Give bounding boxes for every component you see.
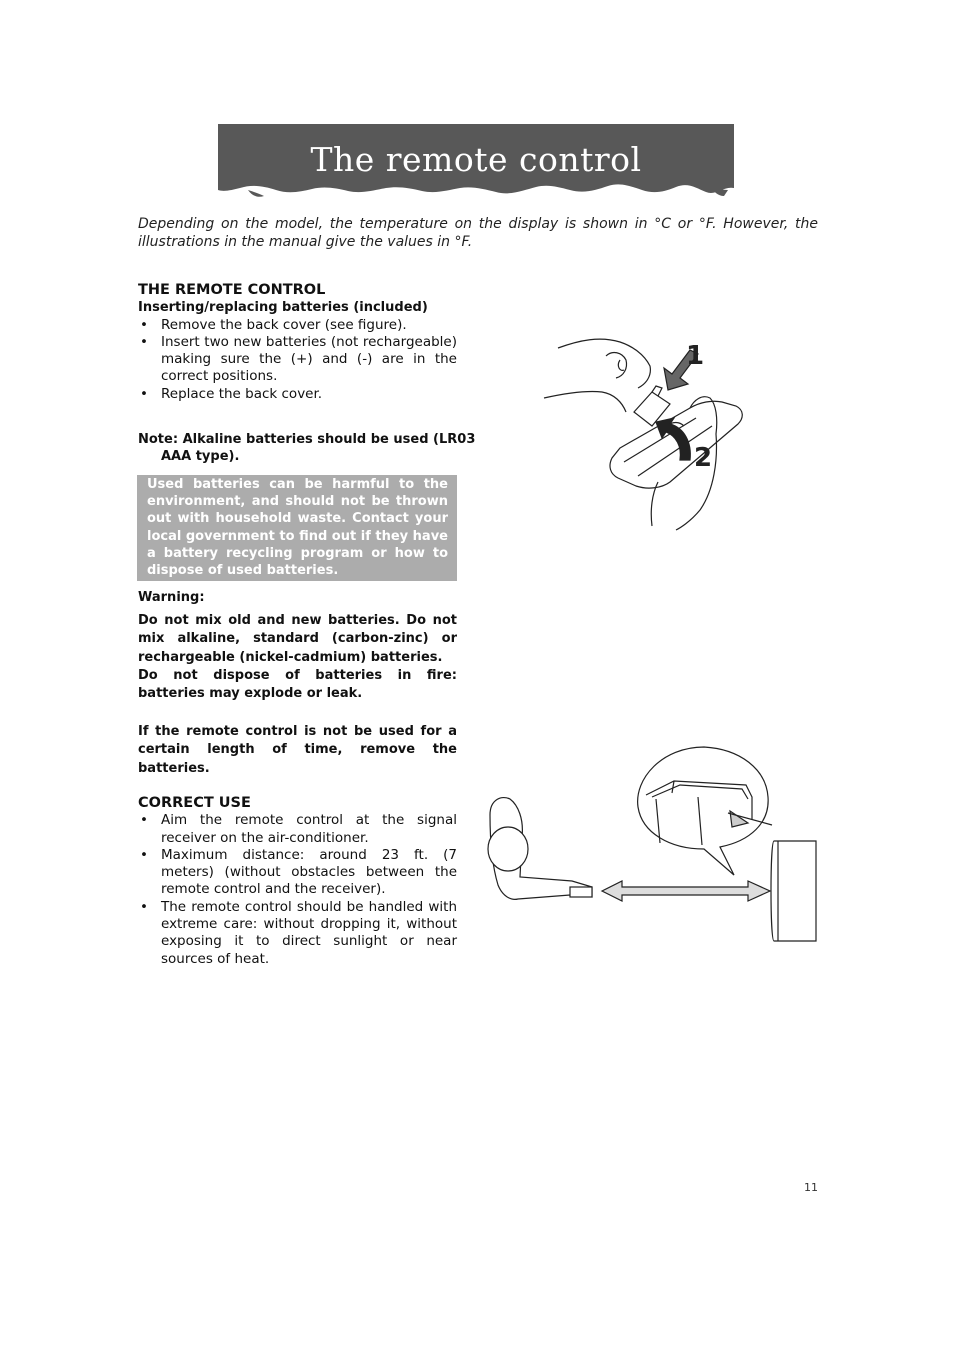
correct-use-figure [484,745,820,945]
list-item: • The remote control should be handled with extreme care: without dropping it, without exposing it to direct sunlight or near sources of heat. [138,899,457,968]
section-heading: THE REMOTE CONTROL [138,282,326,298]
warning-mix-batteries: Do not mix old and new batteries. Do not mix alkaline, standard (carbon-zinc) or rechargeable (nickel-cadmium) batteries. [138,613,457,665]
warning-label: Warning: [138,590,205,605]
page-title: The remote control [310,140,642,179]
list-item: • Insert two new batteries (not rechargeable) making sure the (+) and (-) are in the correct positions. [138,334,457,386]
page-number: 11 [804,1181,818,1194]
step-1-label: 1 [686,341,705,371]
battery-replacement-figure [540,330,780,535]
list-item: • Replace the back cover. [138,386,457,403]
title-banner [218,124,734,204]
battery-steps-list [138,317,457,403]
section-heading: CORRECT USE [138,795,251,811]
correct-use-list [138,812,457,968]
battery-note: Note: Alkaline batteries should be used (LR03 AAA type). [138,432,476,465]
step-2-label: 2 [694,443,713,473]
list-item: • Remove the back cover (see figure). [138,317,457,334]
hands-remote-illustration [540,330,780,535]
environment-notice: Used batteries can be harmful to the environment, and should not be thrown out with household waste. Contact your local government to find out if they have a battery recycling program or how to dispose of used batteries. [137,475,457,581]
warning-remove-batteries: If the remote control is not be used for a certain length of time, remove the batteries. [138,724,457,776]
section-subheading: Inserting/replacing batteries (included) [138,300,428,316]
list-item: • Aim the remote control at the signal receiver on the air-conditioner. [138,812,457,847]
section-correct-use [138,795,457,968]
aim-remote-illustration [484,745,820,945]
section-remote-control [138,282,457,403]
list-item: • Maximum distance: around 23 ft. (7 meters) (without obstacles between the remote control and the receiver). [138,847,457,899]
intro-text: Depending on the model, the temperature on the display is shown in °C or °F. However, the illustrations in the manual give the values in °F. [138,216,818,250]
warning-fire: Do not dispose of batteries in fire: batteries may explode or leak. [138,668,457,702]
